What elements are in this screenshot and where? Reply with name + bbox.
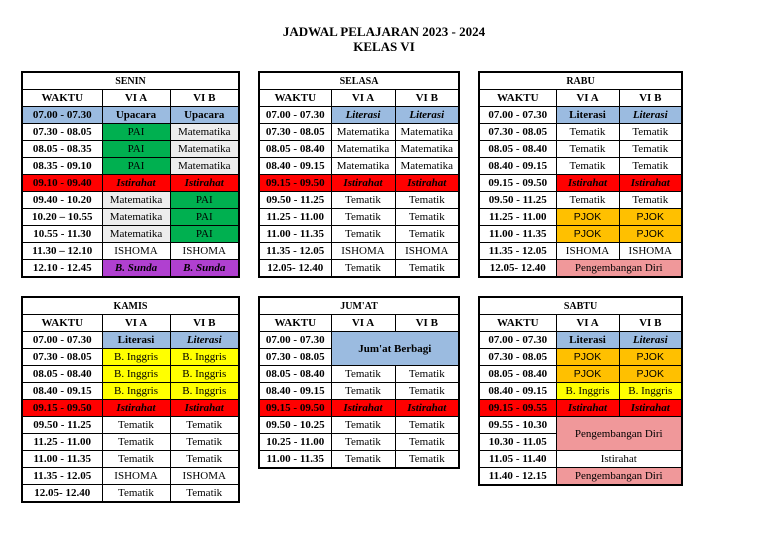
day-header: SELASA	[259, 72, 459, 90]
time-cell: 09.55 - 10.30	[479, 417, 556, 434]
time-cell: 08.35 - 09.10	[22, 158, 102, 175]
subject-cell: Tematik	[395, 451, 459, 469]
day-header: SABTU	[479, 297, 682, 315]
time-cell: 09.40 - 10.20	[22, 192, 102, 209]
time-cell: 12.05- 12.40	[22, 485, 102, 503]
subject-cell: PAI	[102, 141, 170, 158]
subject-cell: Literasi	[102, 332, 170, 349]
subject-cell: Matematika	[170, 141, 239, 158]
subject-cell: Literasi	[170, 332, 239, 349]
break-cell: Istirahat	[556, 451, 682, 468]
schedule-table-rabu	[478, 71, 683, 278]
break-cell: Istirahat	[102, 400, 170, 417]
subject-cell: B. Inggris	[102, 383, 170, 400]
time-cell: 11.35 - 12.05	[22, 468, 102, 485]
subject-cell: PJOK	[556, 226, 619, 243]
subject-cell: Tematik	[331, 451, 395, 469]
subject-cell: Matematika	[395, 141, 459, 158]
subject-cell: Tematik	[619, 192, 682, 209]
subject-cell: PAI	[170, 209, 239, 226]
time-cell: 09.10 - 09.40	[22, 175, 102, 192]
subject-cell: Pengembangan Diri	[556, 260, 682, 278]
break-cell: Istirahat	[395, 175, 459, 192]
schedule-table-selasa	[258, 71, 460, 278]
time-cell: 11.25 - 11.00	[22, 434, 102, 451]
subject-cell: Tematik	[331, 434, 395, 451]
break-cell: Istirahat	[395, 400, 459, 417]
subject-cell: Tematik	[331, 260, 395, 278]
subject-cell: Upacara	[102, 107, 170, 124]
subject-cell: Tematik	[395, 383, 459, 400]
subject-cell: PAI	[170, 192, 239, 209]
col-header-via: VI A	[102, 315, 170, 332]
subject-cell: B. Inggris	[170, 366, 239, 383]
col-header-waktu: WAKTU	[22, 315, 102, 332]
subject-cell: PJOK	[619, 209, 682, 226]
time-cell: 10.25 - 11.00	[259, 434, 331, 451]
subject-cell: Literasi	[619, 107, 682, 124]
subject-cell: Tematik	[331, 226, 395, 243]
page-title: JADWAL PELAJARAN 2023 - 2024	[282, 24, 486, 39]
break-cell: Istirahat	[331, 400, 395, 417]
subject-cell: Pengembangan Diri	[556, 417, 682, 451]
subject-cell: Tematik	[619, 124, 682, 141]
subject-cell: Literasi	[395, 107, 459, 124]
subject-cell: Tematik	[556, 158, 619, 175]
subject-cell: Tematik	[170, 417, 239, 434]
subject-cell: Literasi	[556, 332, 619, 349]
subject-cell: ISHOMA	[102, 468, 170, 485]
time-cell: 09.15 - 09.55	[479, 400, 556, 417]
time-cell: 09.15 - 09.50	[479, 175, 556, 192]
time-cell: 08.40 - 09.15	[259, 158, 331, 175]
col-header-waktu: WAKTU	[259, 90, 331, 107]
subject-cell: PJOK	[556, 366, 619, 383]
schedule-table-kamis	[21, 296, 240, 503]
subject-cell: Tematik	[331, 366, 395, 383]
break-cell: Istirahat	[170, 400, 239, 417]
time-cell: 08.05 - 08.40	[22, 366, 102, 383]
subject-cell: Matematika	[170, 158, 239, 175]
subject-cell: Tematik	[170, 485, 239, 503]
subject-cell: B. Sunda	[170, 260, 239, 278]
subject-cell: Tematik	[395, 260, 459, 278]
time-cell: 10.20 – 10.55	[22, 209, 102, 226]
subject-cell: B. Inggris	[556, 383, 619, 400]
time-cell: 07.00 - 07.30	[259, 332, 331, 349]
time-cell: 07.30 - 08.05	[22, 124, 102, 141]
subject-cell: Tematik	[395, 417, 459, 434]
time-cell: 11.35 - 12.05	[479, 243, 556, 260]
break-cell: Istirahat	[619, 175, 682, 192]
subject-cell: ISHOMA	[170, 468, 239, 485]
col-header-vib: VI B	[619, 315, 682, 332]
col-header-waktu: WAKTU	[479, 315, 556, 332]
time-cell: 07.00 - 07.30	[259, 107, 331, 124]
page-subtitle: KELAS VI	[353, 39, 415, 54]
time-cell: 11.25 - 11.00	[479, 209, 556, 226]
col-header-vib: VI B	[395, 315, 459, 332]
subject-cell: Upacara	[170, 107, 239, 124]
col-header-waktu: WAKTU	[259, 315, 331, 332]
time-cell: 11.00 - 11.35	[22, 451, 102, 468]
subject-cell: Tematik	[331, 192, 395, 209]
subject-cell: Tematik	[395, 434, 459, 451]
time-cell: 11.00 - 11.35	[479, 226, 556, 243]
subject-cell: Tematik	[556, 192, 619, 209]
time-cell: 08.05 - 08.40	[259, 141, 331, 158]
time-cell: 08.40 - 09.15	[479, 383, 556, 400]
time-cell: 09.50 - 11.25	[259, 192, 331, 209]
schedule-table-jumat	[258, 296, 460, 469]
schedule-table-senin	[21, 71, 240, 278]
col-header-vib: VI B	[619, 90, 682, 107]
jumat-berbagi-cell: Jum'at Berbagi	[331, 332, 459, 366]
subject-cell: Tematik	[170, 451, 239, 468]
col-header-via: VI A	[556, 90, 619, 107]
day-header: RABU	[479, 72, 682, 90]
schedule-table-sabtu	[478, 296, 683, 486]
subject-cell: Matematika	[102, 226, 170, 243]
time-cell: 08.05 - 08.40	[479, 141, 556, 158]
time-cell: 09.15 - 09.50	[259, 400, 331, 417]
time-cell: 10.30 - 11.05	[479, 434, 556, 451]
subject-cell: B. Inggris	[102, 349, 170, 366]
col-header-vib: VI B	[170, 315, 239, 332]
subject-cell: Tematik	[331, 417, 395, 434]
break-cell: Istirahat	[619, 400, 682, 417]
break-cell: Istirahat	[556, 175, 619, 192]
subject-cell: Tematik	[619, 158, 682, 175]
subject-cell: Tematik	[395, 209, 459, 226]
subject-cell: Literasi	[331, 107, 395, 124]
time-cell: 08.40 - 09.15	[259, 383, 331, 400]
time-cell: 07.00 - 07.30	[22, 332, 102, 349]
time-cell: 08.05 - 08.40	[479, 366, 556, 383]
subject-cell: Tematik	[556, 141, 619, 158]
subject-cell: PJOK	[556, 209, 619, 226]
time-cell: 09.15 - 09.50	[259, 175, 331, 192]
break-cell: Istirahat	[102, 175, 170, 192]
subject-cell: ISHOMA	[556, 243, 619, 260]
subject-cell: Literasi	[556, 107, 619, 124]
time-cell: 09.50 - 10.25	[259, 417, 331, 434]
subject-cell: Tematik	[102, 485, 170, 503]
subject-cell: Matematika	[331, 124, 395, 141]
time-cell: 12.05- 12.40	[259, 260, 331, 278]
subject-cell: PJOK	[619, 226, 682, 243]
subject-cell: B. Inggris	[170, 349, 239, 366]
time-cell: 10.55 - 11.30	[22, 226, 102, 243]
time-cell: 11.05 - 11.40	[479, 451, 556, 468]
subject-cell: Matematika	[102, 192, 170, 209]
col-header-vib: VI B	[395, 90, 459, 107]
time-cell: 08.05 - 08.35	[22, 141, 102, 158]
subject-cell: Tematik	[170, 434, 239, 451]
time-cell: 11.30 – 12.10	[22, 243, 102, 260]
subject-cell: Tematik	[102, 434, 170, 451]
subject-cell: Matematika	[395, 124, 459, 141]
subject-cell: ISHOMA	[395, 243, 459, 260]
subject-cell: PJOK	[619, 349, 682, 366]
subject-cell: Tematik	[556, 124, 619, 141]
subject-cell: ISHOMA	[102, 243, 170, 260]
subject-cell: Tematik	[395, 226, 459, 243]
subject-cell: Tematik	[331, 209, 395, 226]
subject-cell: Tematik	[102, 451, 170, 468]
time-cell: 07.00 - 07.30	[479, 332, 556, 349]
time-cell: 07.00 - 07.30	[479, 107, 556, 124]
subject-cell: B. Inggris	[170, 383, 239, 400]
subject-cell: Matematika	[170, 124, 239, 141]
break-cell: Istirahat	[170, 175, 239, 192]
day-header: KAMIS	[22, 297, 239, 315]
subject-cell: PAI	[102, 158, 170, 175]
break-cell: Istirahat	[331, 175, 395, 192]
subject-cell: Matematika	[331, 141, 395, 158]
time-cell: 07.30 - 08.05	[259, 349, 331, 366]
time-cell: 11.35 - 12.05	[259, 243, 331, 260]
col-header-via: VI A	[102, 90, 170, 107]
time-cell: 11.00 - 11.35	[259, 451, 331, 469]
time-cell: 11.00 - 11.35	[259, 226, 331, 243]
col-header-vib: VI B	[170, 90, 239, 107]
time-cell: 12.10 - 12.45	[22, 260, 102, 278]
col-header-via: VI A	[331, 90, 395, 107]
time-cell: 11.40 - 12.15	[479, 468, 556, 486]
time-cell: 07.30 - 08.05	[479, 349, 556, 366]
col-header-waktu: WAKTU	[22, 90, 102, 107]
subject-cell: ISHOMA	[619, 243, 682, 260]
break-cell: Istirahat	[556, 400, 619, 417]
subject-cell: PJOK	[619, 366, 682, 383]
time-cell: 08.40 - 09.15	[479, 158, 556, 175]
subject-cell: Tematik	[331, 383, 395, 400]
time-cell: 07.30 - 08.05	[259, 124, 331, 141]
time-cell: 09.50 - 11.25	[479, 192, 556, 209]
time-cell: 07.30 - 08.05	[479, 124, 556, 141]
subject-cell: ISHOMA	[331, 243, 395, 260]
subject-cell: Matematika	[331, 158, 395, 175]
subject-cell: Tematik	[619, 141, 682, 158]
col-header-waktu: WAKTU	[479, 90, 556, 107]
time-cell: 11.25 - 11.00	[259, 209, 331, 226]
subject-cell: Tematik	[395, 192, 459, 209]
col-header-via: VI A	[556, 315, 619, 332]
day-header: SENIN	[22, 72, 239, 90]
subject-cell: B. Inggris	[619, 383, 682, 400]
time-cell: 07.00 - 07.30	[22, 107, 102, 124]
subject-cell: PJOK	[556, 349, 619, 366]
subject-cell: Literasi	[619, 332, 682, 349]
subject-cell: Pengembangan Diri	[556, 468, 682, 486]
day-header: JUM'AT	[259, 297, 459, 315]
subject-cell: Matematika	[102, 209, 170, 226]
time-cell: 09.15 - 09.50	[22, 400, 102, 417]
subject-cell: Tematik	[395, 366, 459, 383]
col-header-via: VI A	[331, 315, 395, 332]
time-cell: 07.30 - 08.05	[22, 349, 102, 366]
time-cell: 08.40 - 09.15	[22, 383, 102, 400]
subject-cell: Tematik	[102, 417, 170, 434]
subject-cell: Matematika	[395, 158, 459, 175]
time-cell: 08.05 - 08.40	[259, 366, 331, 383]
time-cell: 12.05- 12.40	[479, 260, 556, 278]
subject-cell: B. Inggris	[102, 366, 170, 383]
subject-cell: ISHOMA	[170, 243, 239, 260]
subject-cell: B. Sunda	[102, 260, 170, 278]
subject-cell: PAI	[102, 124, 170, 141]
time-cell: 09.50 - 11.25	[22, 417, 102, 434]
subject-cell: PAI	[170, 226, 239, 243]
